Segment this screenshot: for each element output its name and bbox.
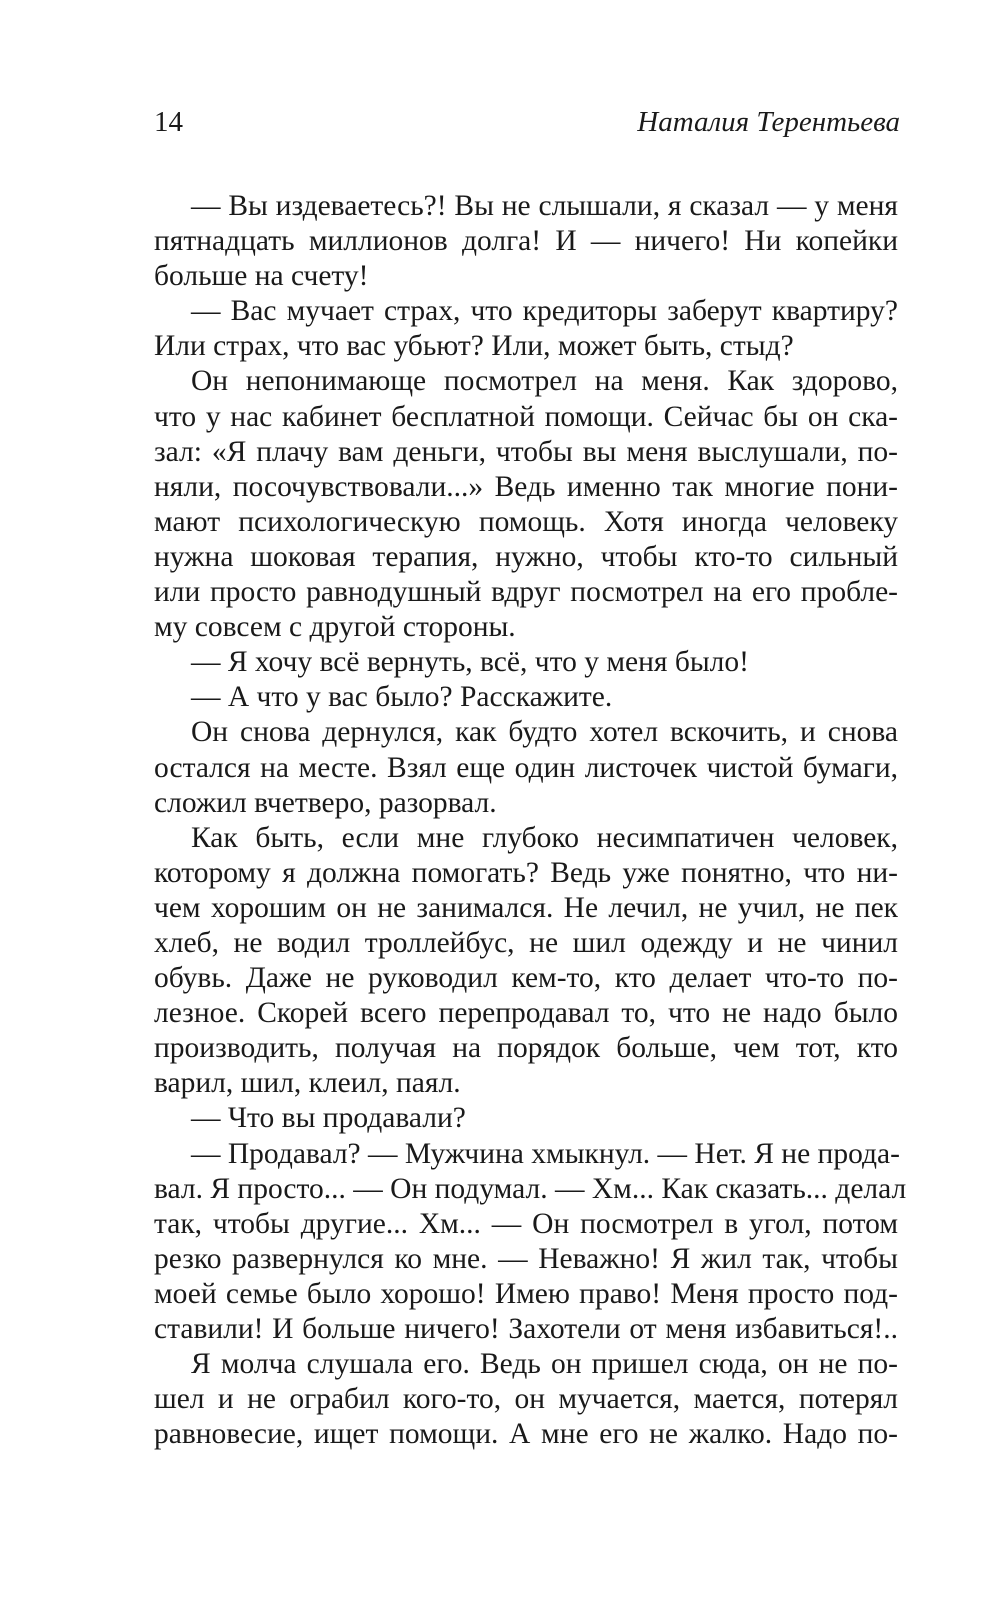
text-line: вал. Я просто... — Он подумал. — Хм... Как сказать... делал bbox=[154, 1172, 907, 1205]
text-line: обувь. Даже не руководил кем-то, кто делает что-то по- bbox=[154, 962, 898, 995]
text-line: Он снова дернулся, как будто хотел вскочить, и снова bbox=[191, 716, 898, 749]
text-line: Или страх, что вас убьют? Или, может быть, стыд? bbox=[154, 330, 794, 363]
text-line: сложил вчетверо, разорвал. bbox=[154, 786, 497, 819]
text-line: мают психологическую помощь. Хотя иногда человеку bbox=[154, 505, 898, 538]
text-line: — Продавал? — Мужчина хмыкнул. — Нет. Я не прода- bbox=[191, 1137, 900, 1170]
text-line: так, чтобы другие... Хм... — Он посмотрел в угол, потом bbox=[154, 1207, 898, 1240]
text-line: резко развернулся ко мне. — Неважно! Я жил так, чтобы bbox=[154, 1242, 898, 1275]
text-line: — Вы издеваетесь?! Вы не слышали, я сказал — у меня bbox=[191, 190, 898, 222]
page-number: 14 bbox=[154, 106, 183, 138]
text-line: остался на месте. Взял еще один листочек чистой бумаги, bbox=[154, 751, 898, 784]
text-line: ставили! И больше ничего! Захотели от меня избавиться!.. bbox=[154, 1313, 898, 1345]
text-line: шел и не ограбил кого-то, он мучается, мается, потерял bbox=[154, 1383, 898, 1416]
text-line: моей семье было хорошо! Имею право! Меня просто под- bbox=[154, 1277, 898, 1310]
text-line: пятнадцать миллионов долга! И — ничего! Ни копейки bbox=[154, 225, 898, 258]
text-line: — Вас мучает страх, что кредиторы заберут квартиру? bbox=[191, 295, 898, 328]
text-line: — Я хочу всё вернуть, всё, что у меня было! bbox=[191, 646, 749, 679]
text-line: больше на счету! bbox=[154, 260, 369, 293]
body-text bbox=[154, 189, 907, 1452]
text-line: няли, посочувствовали...» Ведь именно так многие пони- bbox=[154, 470, 898, 503]
text-line: варил, шил, клеил, паял. bbox=[154, 1067, 461, 1100]
text-line: му совсем с другой стороны. bbox=[154, 611, 516, 644]
text-line: лезное. Скорей всего перепродавал то, что не надо было bbox=[154, 997, 898, 1030]
text-line: Он непонимающе посмотрел на меня. Как здорово, bbox=[191, 365, 898, 398]
running-head-author: Наталия Терентьева bbox=[637, 106, 900, 138]
text-line: — А что у вас было? Расскажите. bbox=[191, 681, 613, 714]
text-line: которому я должна помогать? Ведь уже понятно, что ни- bbox=[154, 856, 898, 889]
page-header bbox=[154, 106, 900, 146]
text-line: зал: «Я плачу вам деньги, чтобы вы меня выслушали, по- bbox=[154, 435, 898, 468]
text-line: производить, получая на порядок больше, чем тот, кто bbox=[154, 1032, 898, 1065]
text-line: Я молча слушала его. Ведь он пришел сюда, он не по- bbox=[191, 1348, 898, 1381]
text-line: что у нас кабинет бесплатной помощи. Сейчас бы он ска- bbox=[154, 400, 898, 433]
text-line: — Что вы продавали? bbox=[191, 1102, 466, 1135]
text-line: Как быть, если мне глубоко несимпатичен человек, bbox=[191, 821, 898, 854]
text-line: или просто равнодушный вдруг посмотрел на его пробле- bbox=[154, 576, 898, 609]
text-line: равновесие, ищет помощи. А мне его не жалко. Надо по- bbox=[154, 1418, 898, 1451]
text-line: чем хорошим он не занимался. Не лечил, не учил, не пек bbox=[154, 891, 898, 924]
text-line: нужна шоковая терапия, нужно, чтобы кто-то сильный bbox=[154, 540, 898, 573]
text-line: хлеб, не водил троллейбус, не шил одежду и не чинил bbox=[154, 926, 898, 959]
